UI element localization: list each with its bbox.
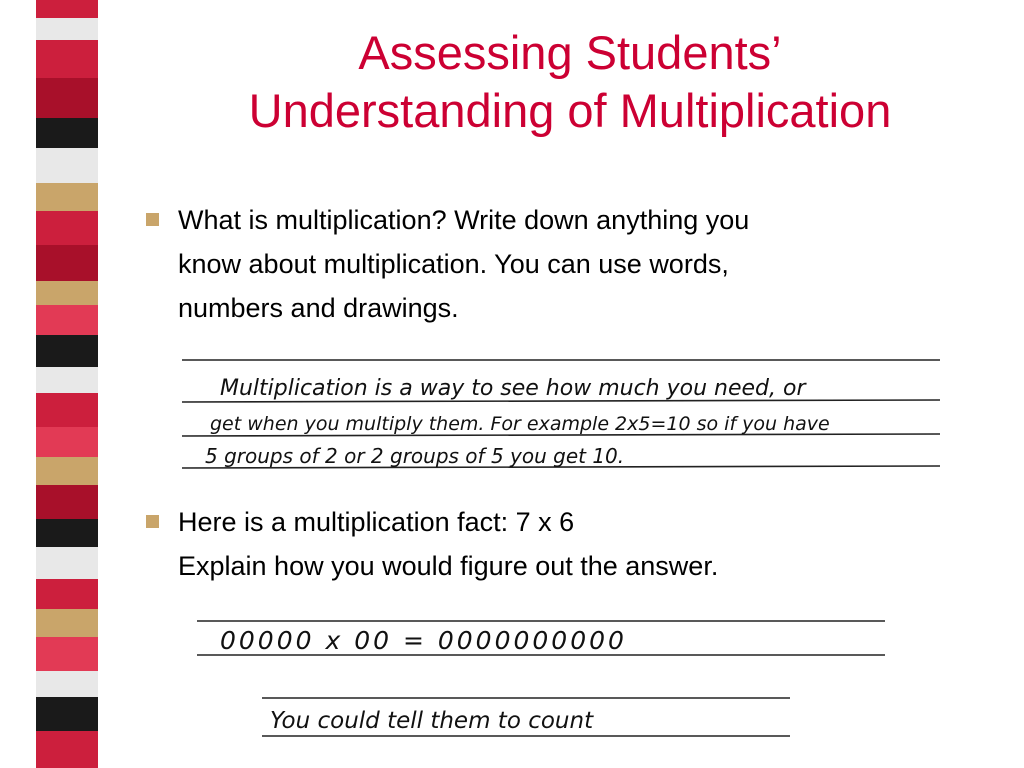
stripe-segment	[36, 281, 98, 305]
stripe-segment	[36, 457, 98, 485]
stripe-segment	[36, 148, 98, 183]
stripe-segment	[36, 671, 98, 697]
handwritten-line: 5 groups of 2 or 2 groups of 5 you get 10.	[205, 444, 625, 468]
bullet-line: Here is a multiplication fact: 7 x 6	[178, 507, 575, 537]
square-bullet-icon	[146, 213, 159, 226]
title-line-2: Understanding of Multiplication	[248, 84, 892, 137]
handwritten-answer-3	[260, 690, 800, 750]
bullet-line: know about multiplication. You can use words,	[178, 249, 729, 279]
handwritten-line: Multiplication is a way to see how much you need, or	[220, 376, 806, 401]
stripe-segment	[36, 547, 98, 579]
stripe-segment	[36, 579, 98, 609]
stripe-segment	[36, 0, 98, 18]
bullet-text	[178, 198, 749, 330]
stripe-segment	[36, 245, 98, 281]
handwritten-line: get when you multiply them. For example 2x5=10 so if you have	[210, 413, 830, 435]
handwritten-line: You could tell them to count	[270, 708, 594, 734]
title-line-1: Assessing Students’	[358, 26, 782, 79]
stripe-segment	[36, 519, 98, 547]
stripe-segment	[36, 485, 98, 519]
stripe-segment	[36, 367, 98, 393]
bullet-line: Explain how you would figure out the answer.	[178, 551, 719, 581]
bullet-line: numbers and drawings.	[178, 293, 459, 323]
stripe-segment	[36, 393, 98, 427]
bullet-text	[178, 500, 718, 588]
stripe-segment	[36, 40, 98, 78]
stripe-segment	[36, 305, 98, 335]
handwritten-answer-1	[180, 350, 950, 490]
slide-title	[130, 24, 1010, 140]
stripe-segment	[36, 637, 98, 671]
stripe-segment	[36, 609, 98, 637]
square-bullet-icon	[146, 515, 159, 528]
stripe-segment	[36, 211, 98, 245]
stripe-segment	[36, 118, 98, 148]
bullet-line: What is multiplication? Write down anything you	[178, 205, 750, 235]
stripe-segment	[36, 18, 98, 40]
stripe-segment	[36, 731, 98, 768]
stripe-segment	[36, 427, 98, 457]
stripe-segment	[36, 183, 98, 211]
handwritten-answer-2	[195, 615, 895, 665]
stripe-segment	[36, 335, 98, 367]
handwritten-line: 00000 x 00 = 0000000000	[220, 626, 627, 655]
stripe-segment	[36, 78, 98, 118]
stripe-segment	[36, 697, 98, 731]
decorative-stripe-bar	[36, 0, 98, 768]
